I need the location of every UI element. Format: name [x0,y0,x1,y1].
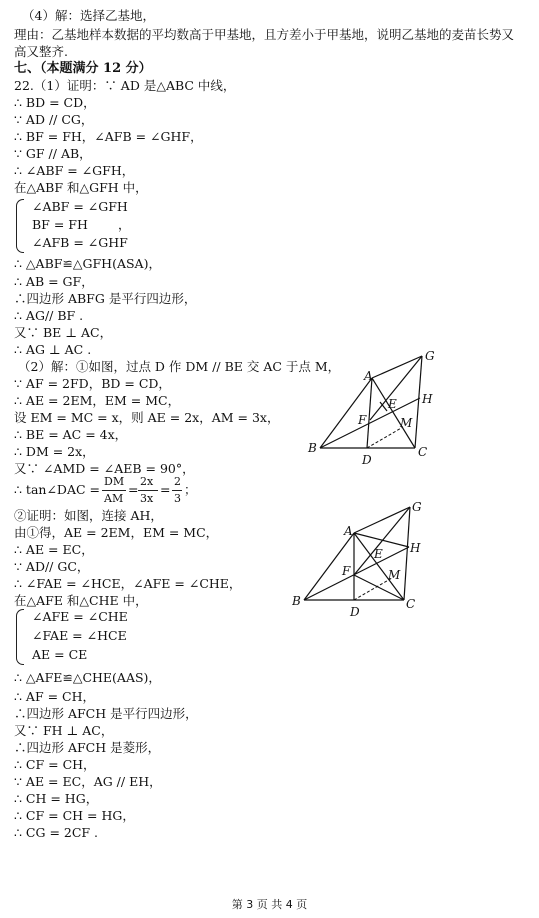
q22-line: ∴ AG ⊥ AC . [14,342,92,357]
fig2-label-G: G [412,500,422,514]
q22-line: （2）解：①如图，过点 D 作 DM // BE 交 AC 于点 M， [18,359,341,374]
tan-end: ； [184,482,197,497]
section-title: 七、（本题满分 12 分） [14,61,152,76]
tan-prefix: ∴ tan∠DAC = [14,482,100,497]
system1-eq2: BF = FH [32,217,88,232]
q22-line: ∴ AG// BF . [14,308,84,323]
system2-eq1: ∠AFE = ∠CHE [32,609,128,624]
eq-sign: = [160,482,171,497]
q22-line: ∵ AD // CG， [14,112,94,127]
system1-eq3: ∠AFB = ∠GHF [32,235,128,250]
q22-line: ∴ CH = HG， [14,791,99,806]
fig1-label-E: E [388,397,397,411]
q22-line: ∴ ∠FAE = ∠HCE，∠AFE = ∠CHE， [14,576,242,591]
page-footer: 第 3 页 共 4 页 [231,898,308,911]
q22-line: 由①得，AE = 2EM，EM = MC， [14,525,219,540]
system-brace-2 [16,609,24,665]
q22-line: 在△AFE 和△CHE 中， [14,593,148,608]
system1-comma: ， [118,217,131,232]
part4-reason-line1: 理由：乙基地样本数据的平均数高于甲基地，且方差小于甲基地，说明乙基地的麦苗长势又 [14,27,515,42]
q22-line: ∴ △AFE≌△CHE(AAS)， [14,670,161,685]
fig1-label-C: C [418,445,428,459]
q22-line: ∴四边形 ABFG 是平行四边形， [14,291,197,306]
fig1-label-G: G [425,349,435,363]
q22-line: ∴ BD = CD， [14,95,96,110]
q22-line: ∴ △ABF≌△GFH(ASA)， [14,256,161,271]
part4-reason-line2: 高又整齐. [14,44,68,59]
q22-line: ∵ AD// GC， [14,559,90,574]
q22-line: 又∵ ∠AMD = ∠AEB = 90°， [14,461,195,476]
q22-line: ∴ BF = FH，∠AFB = ∠GHF， [14,129,203,144]
q22-line: ∴四边形 AFCH 是菱形， [14,740,161,755]
q22-line: ∴ CF = CH， [14,757,96,772]
q22-line: 设 EM = MC = x，则 AE = 2x，AM = 3x， [14,410,280,425]
fig2-label-E: E [374,547,383,561]
fig1-label-A: A [364,369,373,383]
q22-line: ∴四边形 AFCH 是平行四边形， [14,706,198,721]
frac3-den: 3 [174,492,181,505]
fig1-label-F: F [358,413,367,427]
fig1-label-B: B [308,441,317,455]
q22-line: ∴ CF = CH = HG， [14,808,135,823]
q22-line: ∴ BE = AC = 4x， [14,427,128,442]
q22-line: ∴ AF = CH， [14,689,96,704]
q22-line: 22.（1）证明：∵ AD 是△ABC 中线， [14,78,236,93]
q22-line: ∵ AF = 2FD，BD = CD， [14,376,171,391]
q22-line: ∴ ∠ABF = ∠GFH， [14,163,135,178]
fig2-label-A: A [344,524,353,538]
q22-line: ∴ AB = GF， [14,274,94,289]
fig2-label-M: M [388,568,401,582]
q22-line: ∵ GF // AB， [14,146,92,161]
frac2-num: 2x [140,475,154,488]
fig2-label-B: B [292,594,301,608]
fig2-label-C: C [406,597,416,611]
q22-line: ∴ DM = 2x， [14,444,95,459]
q22-line: ∴ AE = EC， [14,542,94,557]
q22-line: ∴ AE = 2EM，EM = MC， [14,393,181,408]
fig1-label-M: M [400,416,413,430]
q22-line: 又∵ BE ⊥ AC， [14,325,113,340]
fig1-label-D: D [362,453,372,467]
frac3-num: 2 [174,475,181,488]
part4-answer: （4）解：选择乙基地， [22,8,155,23]
q22-line: 又∵ FH ⊥ AC， [14,723,114,738]
system1-eq1: ∠ABF = ∠GFH [32,199,128,214]
fig1-label-H: H [422,392,433,406]
q22-line: ∵ AE = EC，AG // EH， [14,774,162,789]
system2-eq2: ∠FAE = ∠HCE [32,628,127,643]
q22-line: 在△ABF 和△GFH 中， [14,180,148,195]
eq-sign: = [128,482,139,497]
geometry-figure-2 [292,495,442,620]
frac1-num: DM [104,475,125,488]
system-brace-1 [16,199,24,253]
system2-eq3: AE = CE [32,647,88,662]
frac2-den: 3x [140,492,154,505]
fig2-label-F: F [342,564,351,578]
geometry-figure-1 [300,348,450,468]
q22-line: ②证明：如图，连接 AH， [14,508,163,523]
frac1-den: AM [104,492,124,505]
fig2-label-D: D [350,605,360,619]
q22-line: ∴ CG = 2CF . [14,825,99,840]
fig2-label-H: H [410,541,421,555]
